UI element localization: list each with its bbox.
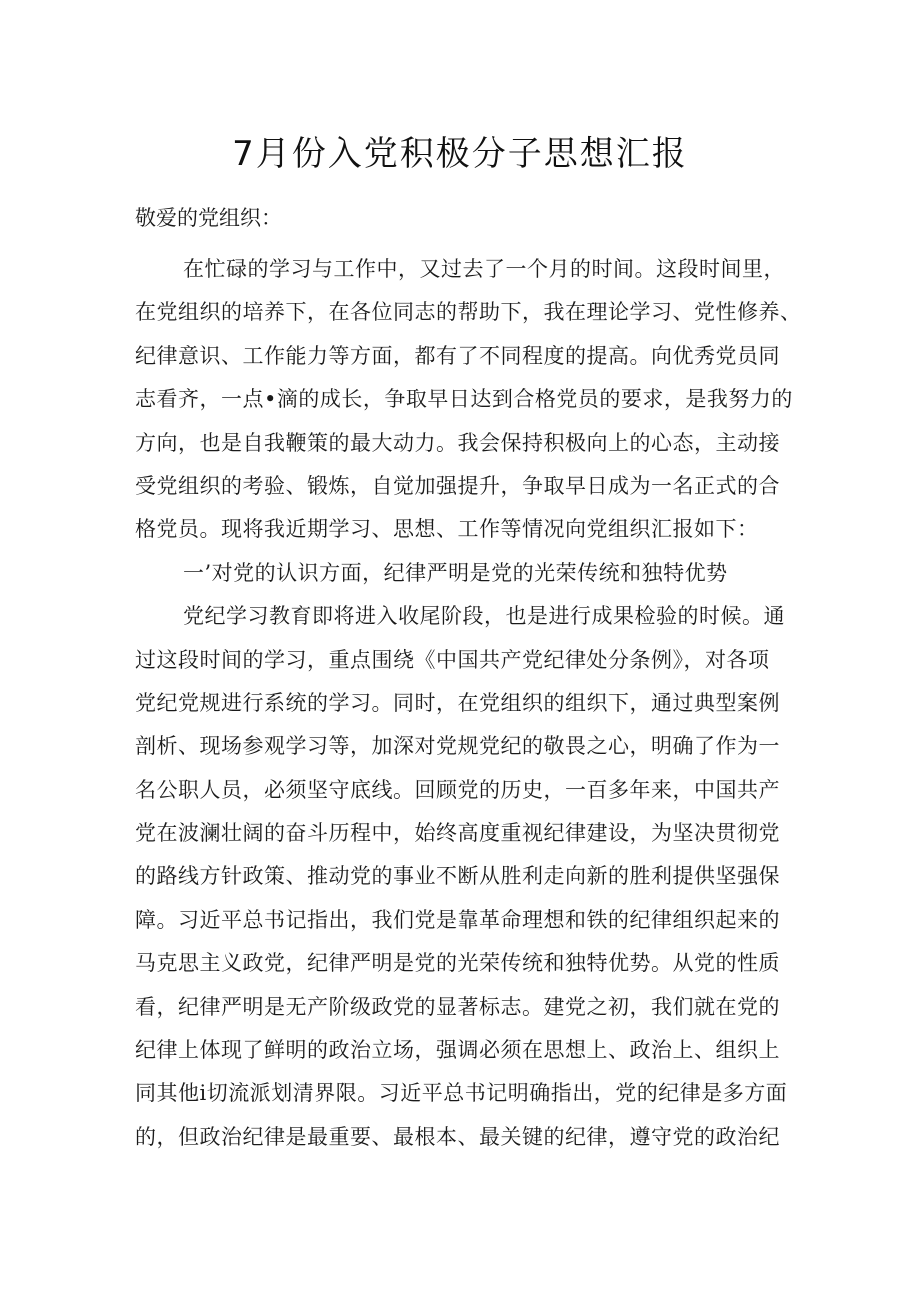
- text-line: 马克思主义政党，纪律严明是党的光荣传统和独特优势。从党的性质: [135, 951, 780, 976]
- text-line: 名公职人员，必须坚守底线。回顾党的历史，一百多年来，中国共产: [135, 777, 780, 802]
- text-line: 党在波澜壮阔的奋斗历程中，始终高度重视纪律建设，为坚决贯彻党: [135, 821, 780, 846]
- text-line: 一’对党的认识方面，纪律严明是党的光荣传统和独特优势: [183, 560, 728, 585]
- text-line: 同其他i切流派划清界限。习近平总书记明确指出，党的纪律是多方面: [135, 1081, 788, 1106]
- text-line: 障。习近平总书记指出，我们党是靠革命理想和铁的纪律组织起来的: [135, 907, 780, 932]
- text-line: 剖析、现场参观学习等，加深对党规党纪的敬畏之心，明确了作为一: [135, 734, 780, 759]
- text-line: 纪律意识、工作能力等方面，都有了不同程度的提高。向优秀党员同: [135, 343, 780, 368]
- text-line: 受党组织的考验、锻炼，自觉加强提升，争取早日成为一名正式的合: [135, 473, 780, 498]
- text-line: 的，但政治纪律是最重要、最根本、最关键的纪律，遵守党的政治纪: [135, 1124, 780, 1149]
- text-line: 在党组织的培养下，在各位同志的帮助下，我在理论学习、党性修养、: [135, 300, 802, 325]
- text-line: 党纪学习教育即将进入收尾阶段，也是进行成果检验的时候。通: [183, 604, 785, 629]
- text-line: 格党员。现将我近期学习、思想、工作等情况向党组织汇报如下：: [135, 517, 759, 542]
- document-body: [135, 248, 802, 1159]
- text-line: 过这段时间的学习，重点围绕《中国共产党纪律处分条例》，对各项: [135, 647, 770, 672]
- text-line: 看，纪律严明是无产阶级政党的显著标志。建党之初，我们就在党的: [135, 994, 780, 1019]
- text-line: 在忙碌的学习与工作中，又过去了一个月的时间。这段时间里，: [183, 257, 785, 281]
- salutation: 敬爱的党组织：: [135, 206, 282, 230]
- text-line: 志看齐，一点•滴的成长，争取早日达到合格党员的要求，是我努力的: [135, 387, 793, 412]
- text-line: 纪律上体现了鲜明的政治立场，强调必须在思想上、政治上、组织上: [135, 1038, 780, 1063]
- text-line: 的路线方针政策、推动党的事业不断从胜利走向新的胜利提供坚强保: [135, 864, 780, 889]
- document-title: 7月份入党积极分子思想汇报: [232, 134, 688, 174]
- text-line: 党纪党规进行系统的学习。同时，在党组织的组织下，通过典型案例: [135, 690, 780, 715]
- text-line: 方向，也是自我鞭策的最大动力。我会保持积极向上的心态，主动接: [135, 430, 780, 455]
